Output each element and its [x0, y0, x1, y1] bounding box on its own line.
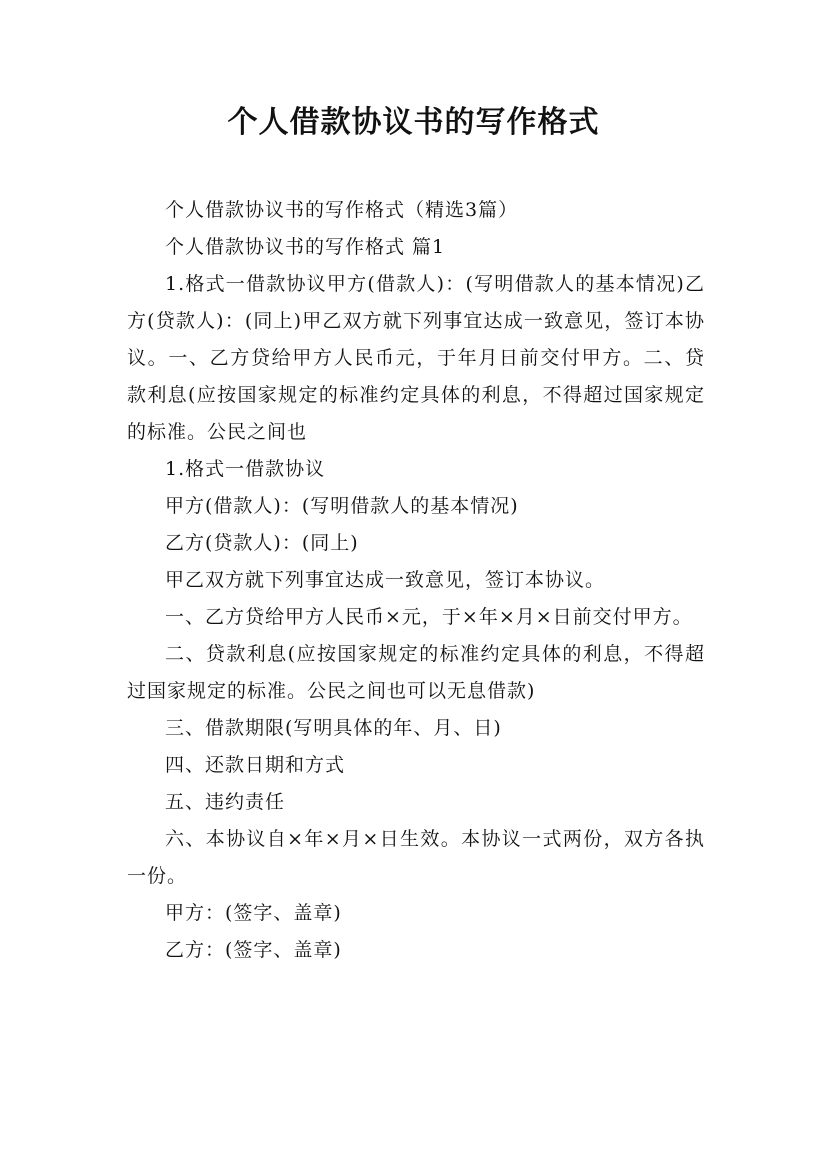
paragraph-clause-4: 四、还款日期和方式: [165, 754, 346, 776]
paragraph-intro: 个人借款协议书的写作格式（精选3篇）: [165, 199, 519, 221]
paragraph-clause-2: 二、贷款利息(应按国家规定的标准约定具体的利息，不得超过国家规定的标准。公民之间也可以无息借款): [127, 643, 705, 702]
paragraph-clause-6: 六、本协议自×年×月×日生效。本协议一式两份，双方各执一份。: [127, 828, 705, 887]
paragraph-signature-b: 乙方：(签字、盖章): [165, 939, 342, 961]
paragraph-signature-a: 甲方：(签字、盖章): [165, 902, 342, 924]
paragraph-format-heading: 1.格式一借款协议: [165, 458, 326, 480]
paragraph-agreement: 甲乙双方就下列事宜达成一致意见，签订本协议。: [165, 569, 606, 591]
paragraph-party-b: 乙方(贷款人)：(同上): [165, 532, 359, 554]
paragraph-clause-1: 一、乙方贷给甲方人民币×元，于×年×月×日前交付甲方。: [165, 606, 693, 628]
paragraph-clause-3: 三、借款期限(写明具体的年、月、日): [165, 717, 502, 739]
paragraph-summary: 1.格式一借款协议甲方(借款人)：(写明借款人的基本情况)乙方(贷款人)：(同上)甲乙双方就下列事宜达成一致意见，签订本协议。一、乙方贷给甲方人民币元，于年月日前交付甲方。二、贷款利息(应按国家规定的标准约定具体的利息，不得超过国家规定的标准。公民之间也: [127, 273, 705, 443]
document-title: 个人借款协议书的写作格式: [227, 105, 600, 140]
document-body: [127, 192, 705, 969]
paragraph-section-heading: 个人借款协议书的写作格式 篇1: [165, 236, 446, 258]
paragraph-party-a: 甲方(借款人)：(写明借款人的基本情况): [165, 495, 519, 517]
paragraph-clause-5: 五、违约责任: [165, 791, 286, 813]
